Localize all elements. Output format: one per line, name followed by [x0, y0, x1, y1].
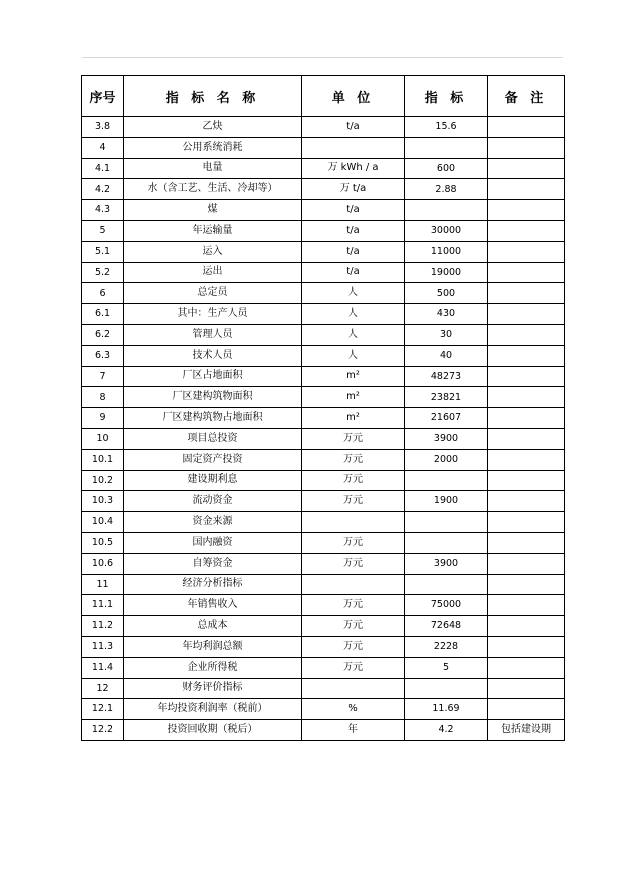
indicator-value-cell	[405, 512, 488, 533]
serial-number-cell: 6.3	[82, 345, 124, 366]
table-row	[82, 387, 565, 408]
unit-cell: 万元	[302, 616, 405, 637]
remarks-cell	[488, 387, 565, 408]
remarks-cell	[488, 137, 565, 158]
remarks-cell	[488, 179, 565, 200]
serial-number-cell: 5.2	[82, 262, 124, 283]
serial-number-cell: 10.5	[82, 532, 124, 553]
remarks-cell	[488, 304, 565, 325]
indicator-name-cell: 年均投资利润率（税前）	[124, 699, 302, 720]
indicator-name-cell: 年均利润总额	[124, 636, 302, 657]
indicator-name-cell: 财务评价指标	[124, 678, 302, 699]
table-row	[82, 408, 565, 429]
indicator-name-cell: 管理人员	[124, 324, 302, 345]
indicator-value-cell: 4.2	[405, 720, 488, 741]
table-row	[82, 366, 565, 387]
unit-cell: 人	[302, 283, 405, 304]
unit-cell: t/a	[302, 241, 405, 262]
remarks-cell	[488, 512, 565, 533]
serial-number-cell: 10	[82, 428, 124, 449]
indicator-value-cell: 30000	[405, 220, 488, 241]
indicator-name-cell: 投资回收期（税后）	[124, 720, 302, 741]
unit-cell: 万元	[302, 636, 405, 657]
remarks-cell	[488, 117, 565, 138]
indicator-name-cell: 技术人员	[124, 345, 302, 366]
remarks-cell	[488, 262, 565, 283]
unit-cell	[302, 512, 405, 533]
header-row	[82, 76, 565, 117]
indicator-name-cell: 总成本	[124, 616, 302, 637]
serial-number-cell: 6.1	[82, 304, 124, 325]
indicator-value-cell: 40	[405, 345, 488, 366]
serial-number-cell: 10.3	[82, 491, 124, 512]
remarks-cell	[488, 220, 565, 241]
table-row	[82, 179, 565, 200]
table-row	[82, 699, 565, 720]
indicator-name-cell: 国内融资	[124, 532, 302, 553]
indicator-name-cell: 电量	[124, 158, 302, 179]
remarks-cell	[488, 366, 565, 387]
indicator-name-cell: 运出	[124, 262, 302, 283]
indicator-value-cell: 48273	[405, 366, 488, 387]
indicator-name-cell: 年运输量	[124, 220, 302, 241]
indicator-value-cell: 21607	[405, 408, 488, 429]
indicator-name-cell: 煤	[124, 200, 302, 221]
indicator-name-cell: 自筹资金	[124, 553, 302, 574]
remarks-cell	[488, 408, 565, 429]
serial-number-cell: 11.2	[82, 616, 124, 637]
unit-cell: 人	[302, 304, 405, 325]
serial-number-cell: 12.2	[82, 720, 124, 741]
remarks-cell	[488, 470, 565, 491]
indicator-value-cell: 15.6	[405, 117, 488, 138]
table-row	[82, 304, 565, 325]
table-row	[82, 595, 565, 616]
serial-number-cell: 4.1	[82, 158, 124, 179]
unit-cell: m²	[302, 366, 405, 387]
remarks-cell	[488, 345, 565, 366]
unit-cell: 万 kWh / a	[302, 158, 405, 179]
remarks-cell	[488, 324, 565, 345]
indicator-value-cell: 3900	[405, 428, 488, 449]
serial-number-cell: 8	[82, 387, 124, 408]
unit-cell: %	[302, 699, 405, 720]
indicator-name-cell: 年销售收入	[124, 595, 302, 616]
indicator-name-cell: 经济分析指标	[124, 574, 302, 595]
unit-cell: t/a	[302, 262, 405, 283]
serial-number-cell: 4	[82, 137, 124, 158]
remarks-cell	[488, 241, 565, 262]
table-row	[82, 553, 565, 574]
unit-cell: 万 t/a	[302, 179, 405, 200]
indicator-value-cell: 19000	[405, 262, 488, 283]
serial-number-cell: 10.6	[82, 553, 124, 574]
table-row	[82, 200, 565, 221]
serial-number-cell: 7	[82, 366, 124, 387]
indicator-name-cell: 企业所得税	[124, 657, 302, 678]
serial-number-cell: 4.2	[82, 179, 124, 200]
remarks-cell	[488, 532, 565, 553]
header-serial-number: 序号	[82, 76, 124, 117]
serial-number-cell: 10.2	[82, 470, 124, 491]
unit-cell	[302, 137, 405, 158]
unit-cell: 万元	[302, 532, 405, 553]
indicator-value-cell: 2228	[405, 636, 488, 657]
table-row	[82, 137, 565, 158]
table-row	[82, 470, 565, 491]
table-row	[82, 117, 565, 138]
technical-indicators-table	[81, 75, 565, 741]
table-row	[82, 491, 565, 512]
indicator-name-cell: 总定员	[124, 283, 302, 304]
serial-number-cell: 4.3	[82, 200, 124, 221]
table-row	[82, 220, 565, 241]
serial-number-cell: 10.4	[82, 512, 124, 533]
indicator-name-cell: 项目总投资	[124, 428, 302, 449]
unit-cell: 万元	[302, 428, 405, 449]
header-remarks: 备 注	[488, 76, 565, 117]
unit-cell: m²	[302, 408, 405, 429]
table-row	[82, 241, 565, 262]
unit-cell: m²	[302, 387, 405, 408]
remarks-cell	[488, 616, 565, 637]
indicator-value-cell	[405, 200, 488, 221]
serial-number-cell: 6	[82, 283, 124, 304]
indicator-value-cell: 11.69	[405, 699, 488, 720]
remarks-cell	[488, 491, 565, 512]
indicator-name-cell: 流动资金	[124, 491, 302, 512]
indicator-name-cell: 厂区建构筑物占地面积	[124, 408, 302, 429]
remarks-cell	[488, 428, 565, 449]
table-row	[82, 283, 565, 304]
indicator-name-cell: 乙炔	[124, 117, 302, 138]
serial-number-cell: 12	[82, 678, 124, 699]
serial-number-cell: 11.4	[82, 657, 124, 678]
indicator-name-cell: 资金来源	[124, 512, 302, 533]
header-indicator-value: 指 标	[405, 76, 488, 117]
unit-cell: 万元	[302, 595, 405, 616]
serial-number-cell: 10.1	[82, 449, 124, 470]
serial-number-cell: 3.8	[82, 117, 124, 138]
unit-cell: 万元	[302, 470, 405, 491]
table-row	[82, 158, 565, 179]
serial-number-cell: 6.2	[82, 324, 124, 345]
unit-cell: 万元	[302, 553, 405, 574]
indicator-value-cell	[405, 532, 488, 553]
unit-cell: 万元	[302, 657, 405, 678]
serial-number-cell: 12.1	[82, 699, 124, 720]
indicator-value-cell	[405, 678, 488, 699]
table-row	[82, 324, 565, 345]
unit-cell: 人	[302, 324, 405, 345]
remarks-cell	[488, 574, 565, 595]
indicator-value-cell: 500	[405, 283, 488, 304]
indicator-value-cell: 30	[405, 324, 488, 345]
indicator-name-cell: 水（含工艺、生活、冷却等）	[124, 179, 302, 200]
table-row	[82, 657, 565, 678]
table-row	[82, 449, 565, 470]
unit-cell	[302, 574, 405, 595]
unit-cell: 年	[302, 720, 405, 741]
remarks-cell	[488, 553, 565, 574]
table-row	[82, 532, 565, 553]
indicator-value-cell: 2000	[405, 449, 488, 470]
indicator-value-cell: 5	[405, 657, 488, 678]
header-unit: 单 位	[302, 76, 405, 117]
indicator-name-cell: 固定资产投资	[124, 449, 302, 470]
indicator-value-cell: 72648	[405, 616, 488, 637]
remarks-cell	[488, 657, 565, 678]
unit-cell: t/a	[302, 117, 405, 138]
table-row	[82, 720, 565, 741]
table-row	[82, 616, 565, 637]
remarks-cell	[488, 449, 565, 470]
indicator-value-cell	[405, 137, 488, 158]
indicator-value-cell: 11000	[405, 241, 488, 262]
serial-number-cell: 5	[82, 220, 124, 241]
indicator-name-cell: 运入	[124, 241, 302, 262]
indicator-name-cell: 其中：生产人员	[124, 304, 302, 325]
table-row	[82, 428, 565, 449]
unit-cell: 万元	[302, 491, 405, 512]
remarks-cell	[488, 678, 565, 699]
remarks-cell	[488, 699, 565, 720]
remarks-cell	[488, 200, 565, 221]
remarks-cell	[488, 636, 565, 657]
indicator-value-cell	[405, 470, 488, 491]
table-row	[82, 512, 565, 533]
remarks-cell	[488, 283, 565, 304]
table-row	[82, 636, 565, 657]
indicator-value-cell: 75000	[405, 595, 488, 616]
serial-number-cell: 11	[82, 574, 124, 595]
remarks-cell	[488, 595, 565, 616]
unit-cell	[302, 678, 405, 699]
indicator-value-cell: 3900	[405, 553, 488, 574]
table-row	[82, 345, 565, 366]
serial-number-cell: 9	[82, 408, 124, 429]
serial-number-cell: 11.3	[82, 636, 124, 657]
indicator-value-cell: 2.88	[405, 179, 488, 200]
header-indicator-name: 指 标 名 称	[124, 76, 302, 117]
indicator-name-cell: 公用系统消耗	[124, 137, 302, 158]
table-row	[82, 574, 565, 595]
indicator-value-cell: 23821	[405, 387, 488, 408]
indicator-value-cell: 430	[405, 304, 488, 325]
serial-number-cell: 5.1	[82, 241, 124, 262]
table-row	[82, 262, 565, 283]
serial-number-cell: 11.1	[82, 595, 124, 616]
indicator-value-cell: 600	[405, 158, 488, 179]
unit-cell: t/a	[302, 200, 405, 221]
indicator-value-cell	[405, 574, 488, 595]
indicator-name-cell: 厂区占地面积	[124, 366, 302, 387]
table-row	[82, 678, 565, 699]
indicator-name-cell: 建设期利息	[124, 470, 302, 491]
remarks-cell: 包括建设期	[488, 720, 565, 741]
table-body	[82, 117, 565, 741]
unit-cell: 人	[302, 345, 405, 366]
unit-cell: t/a	[302, 220, 405, 241]
table-header	[82, 76, 565, 117]
indicator-name-cell: 厂区建构筑物面积	[124, 387, 302, 408]
indicator-value-cell: 1900	[405, 491, 488, 512]
unit-cell: 万元	[302, 449, 405, 470]
remarks-cell	[488, 158, 565, 179]
page-header-rule	[82, 57, 563, 58]
